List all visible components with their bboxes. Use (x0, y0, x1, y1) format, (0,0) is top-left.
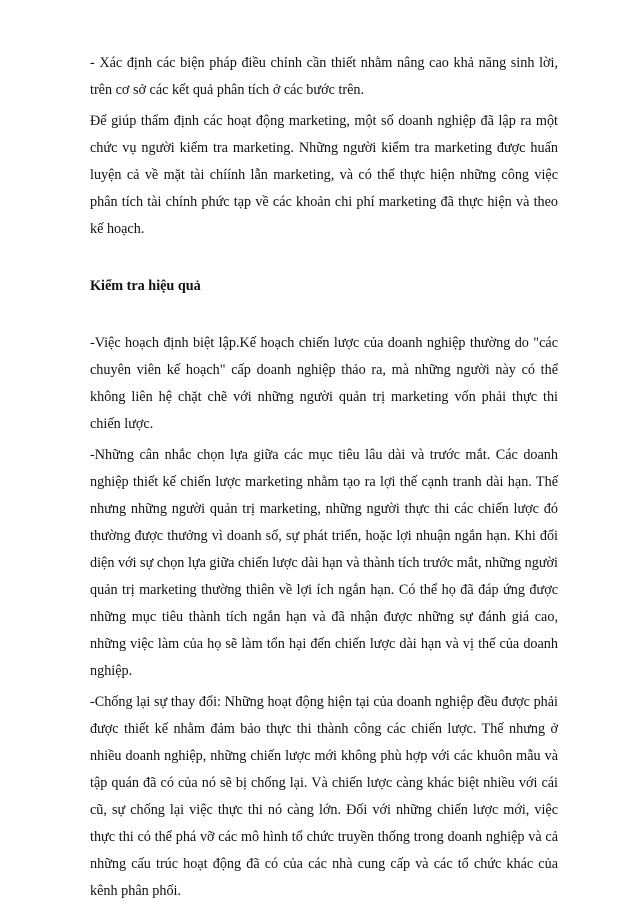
paragraph-adjustment-measures: - Xác định các biện pháp điều chỉnh cần thiết nhằm nâng cao khả năng sinh lời, trên cơ sở các kết quả phân tích ở các bước trên. (90, 55, 558, 98)
document-page (90, 50, 558, 909)
spacer (90, 300, 558, 330)
paragraph-isolated-planning: -Việc hoạch định biệt lập.Kế hoạch chiến lược của doanh nghiệp thường do "các chuyên viên kế hoạch" cấp doanh nghiệp thảo ra, mà những người này có thể không liên hệ chặt chẽ với những người quản trị marketing vốn phải thực thi chiến lược. (90, 335, 558, 432)
spacer (90, 247, 558, 273)
paragraph-marketing-auditor: Để giúp thẩm định các hoạt động marketing, một số doanh nghiệp đã lập ra một chức vụ người kiểm tra marketing. Những người kiểm tra marketing được huấn luyện cả về mặt tài chíính lẫn marketing, và có thể thực hiện những công việc phân tích tài chính phức tạp về các khoản chi phí marketing đã thực hiện và theo kế hoạch. (90, 113, 558, 237)
section-heading: Kiểm tra hiệu quả (90, 278, 201, 294)
paragraph-resistance-to-change: -Chống lại sự thay đổi: Những hoạt động hiện tại của doanh nghiệp đều được phải được thiết kế nhằm đảm bảo thực thi thành công các chiến lược. Thế nhưng ở nhiều doanh nghiệp, những chiến lược mới không phù hợp với các khuôn mẫu và tập quán đã có của nó sẽ bị chống lại. Và chiến lược càng khác biệt nhiều với cái cũ, sự chống lại việc thực thi nó càng lớn. Đối với những chiến lược mới, việc thực thi có thể phá vỡ các mô hình tổ chức truyền thống trong doanh nghiệp và cả những cấu trúc hoạt động đã có của các nhà cung cấp và các tổ chức khác của kênh phân phối. (90, 694, 558, 899)
paragraph-long-vs-short-term: -Những cân nhắc chọn lựa giữa các mục tiêu lâu dài và trước mắt. Các doanh nghiệp thiết kế chiến lược marketing nhằm tạo ra lợi thế cạnh tranh dài hạn. Thế nhưng những người quản trị marketing, những người thực thi các chiến lược đó thường được thưởng vì doanh số, sự phát triển, hoặc lợi nhuận ngắn hạn. Khi đối diện với sự chọn lựa giữa chiến lược dài hạn và thành tích trước mắt, những người quản trị marketing thường thiên về lợi ích ngắn hạn. Có thể họ đã đáp ứng được những mục tiêu thành tích ngắn hạn và đã nhận được những sự đánh giá cao, những việc làm của họ sẽ làm tổn hại đến chiến lược dài hạn và vị thế của doanh nghiệp. (90, 447, 558, 679)
